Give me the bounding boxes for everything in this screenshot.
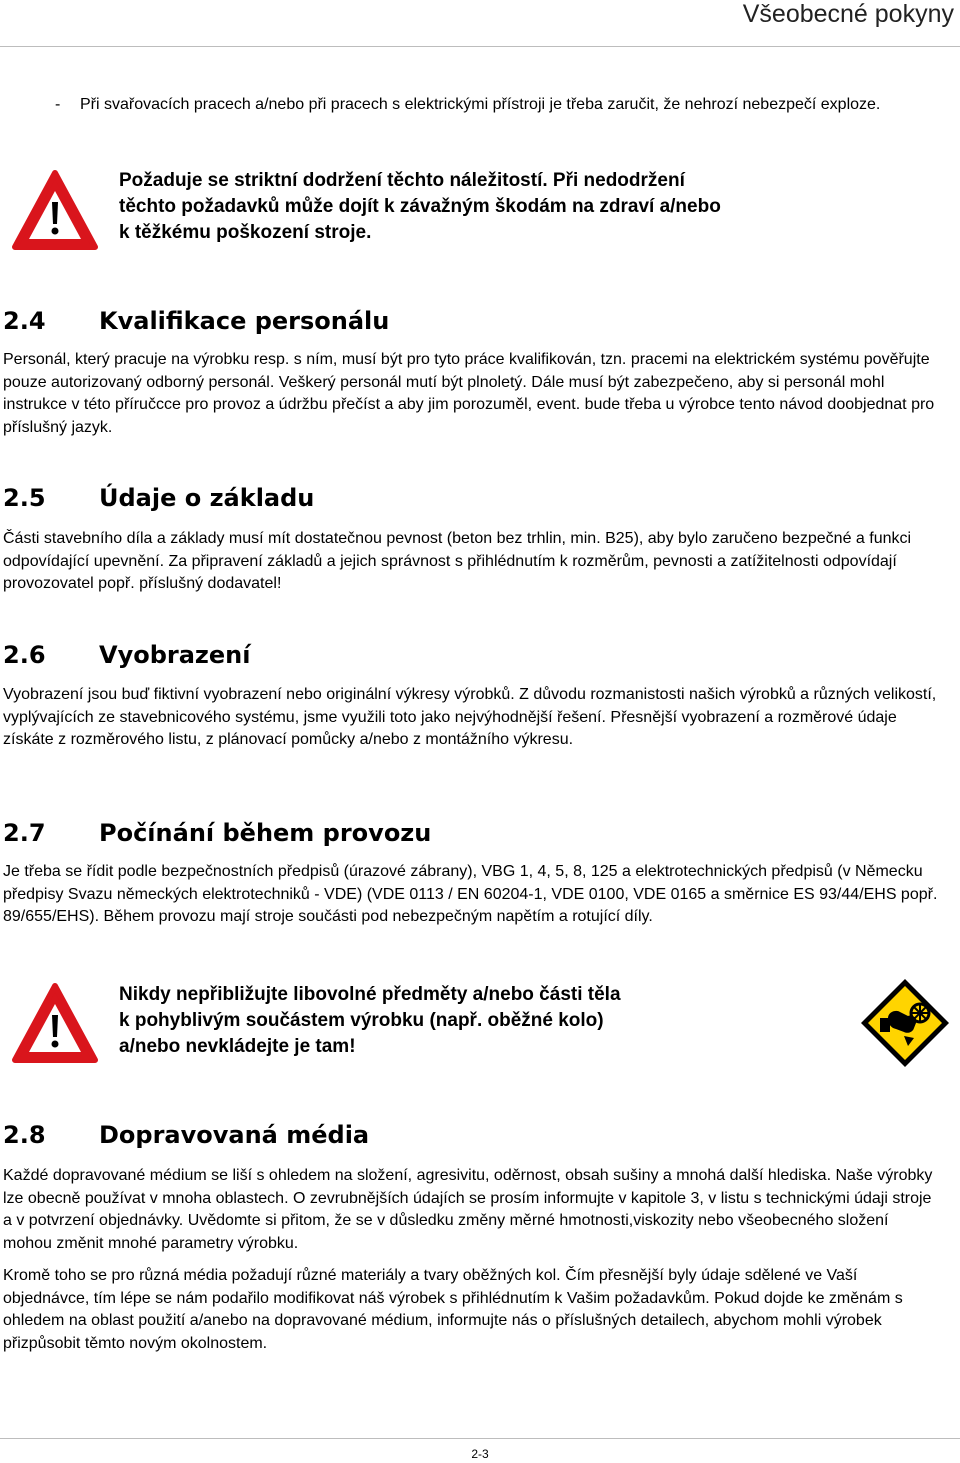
section-text-2-8-b: Kromě toho se pro různá média požadují různé materiály a tvary oběžných kol. Čím přesnější byly údaje sdělené ve Vaší objednávce, tím lépe se nám podařilo modifikovat náš výrobek s přihlédnutím k Vašim požadavkům. Pokud dojde ke změnám s ohledem na oblast použití a/anebo na dopravované médium, informujte nás o příslušných detailech, abychom mohli výrobek přizpůsobit těmto novým okolnostem. [3,1267,903,1352]
header-title: Všeobecné pokyny [742,0,954,28]
warning-line-2: těchto požadavků může dojít k závažným škodám na zdraví a/nebo [119,196,721,217]
section-title: Dopravovaná média [99,1121,370,1149]
warning-triangle-icon [11,169,99,251]
section-text-2-6: Vyobrazení jsou buď fiktivní vyobrazení nebo originální výkresy výrobků. Z důvodu rozmanistosti našich výrobků a různých velikostí, vyplývajících ze stavebnicového systému, jsme využili toto jako nejvýhodnější řešení. Přesnější vyobrazení a rozměrové údaje získáte z rozměrového listu, z plánovací pomůcky a/nebo z montážního výkresu. [3,686,937,749]
section-text-2-8-a: Každé dopravované médium se liší s ohledem na složení, agresivitu, oděrnost, obsah sušiny a mnohá další hlediska. Naše výrobky lze obecně používat v mnoha oblastech. O zevrubnějších údajích se prosím informujte v kapitole 3, v listu s technickými údaji stroje a v potvrzení objednávky. Uvědomte si přitom, že se v důsledku změny měrné hmotnosti,viskozity nebo všeobecného složení mohou změnit mnohé parametry výrobku. [3,1167,933,1252]
section-text-2-7: Je třeba se řídit podle bezpečnostních předpisů (úrazové zábrany), VBG 1, 4, 5, 8, 125 a elektrotechnických předpisů (v Německu předpisy Svazu německých elektrotechniků - VDE) (VDE 0113 / EN 60204-1, VDE 0100, VDE 0165 a směrnice ES 93/44/EHS popř. 89/655/EHS). Během provozu mají stroje součásti pod nebezpečným napětím a rotující díly. [3,863,938,926]
section-heading-2-4 [3,306,389,336]
section-number: 2.6 [3,641,46,669]
warning-line-2: k pohyblivým součástem výrobku (např. oběžné kolo) [119,1010,604,1031]
section-number: 2.8 [3,1121,46,1149]
section-title: Kvalifikace personálu [99,307,390,335]
section-heading-2-5 [3,483,314,513]
warning-line-1: Požaduje se striktní dodržení těchto náležitostí. Při nedodržení [119,170,685,191]
hand-entanglement-hazard-icon [858,976,952,1070]
section-text-2-5: Části stavebního díla a základy musí mít dostatečnou pevnost (beton bez trhlin, min. B25), aby bylo zaručeno bezpečné a funkci odpovídající upevnění. Za připravení základů a jejich správnost s přihlédnutím k rozměrům, pevnosti a zatížitelnosti odpovídají provozovatel popř. příslušný dodavatel! [3,530,912,593]
warning-line-3: a/nebo nevkládejte je tam! [119,1036,356,1057]
warning-triangle-icon [11,982,99,1064]
section-number: 2.5 [3,484,46,512]
warning-line-1: Nikdy nepřibližujte libovolné předměty a/nebo části těla [119,984,621,1005]
warning-line-3: k těžkému poškození stroje. [119,222,372,243]
section-title: Vyobrazení [99,641,251,669]
section-title: Údaje o základu [99,484,315,512]
section-heading-2-6 [3,640,250,670]
section-text-2-4: Personál, který pracuje na výrobku resp. s ním, musí být pro tyto práce kvalifikován, tzn. pracemi na elektrickém systému pověřujte pouze autorizovaný odborný personál. Veškerý personál mutí být plnoletý. Dále musí být zabezpečeno, aby si personál mohl instrukce v této příručcce pro provoz a údržbu přečíst a aby jim porozuměl, event. bude třeba u výrobce tento návod doobjednat pro příslušný jazyk. [3,351,935,436]
footer-rule [0,1438,960,1439]
section-title: Počínání během provozu [99,819,432,847]
section-heading-2-8 [3,1120,369,1150]
section-number: 2.4 [3,307,46,335]
bullet-marker: - [55,96,61,113]
section-number: 2.7 [3,819,46,847]
bullet-text: Při svařovacích pracech a/nebo při pracech s elektrickými přístroji je třeba zaručit, že nehrozí nebezpečí exploze. [80,96,881,113]
page-number: 2-3 [471,1447,489,1461]
section-heading-2-7 [3,818,431,848]
page-header [0,0,960,47]
